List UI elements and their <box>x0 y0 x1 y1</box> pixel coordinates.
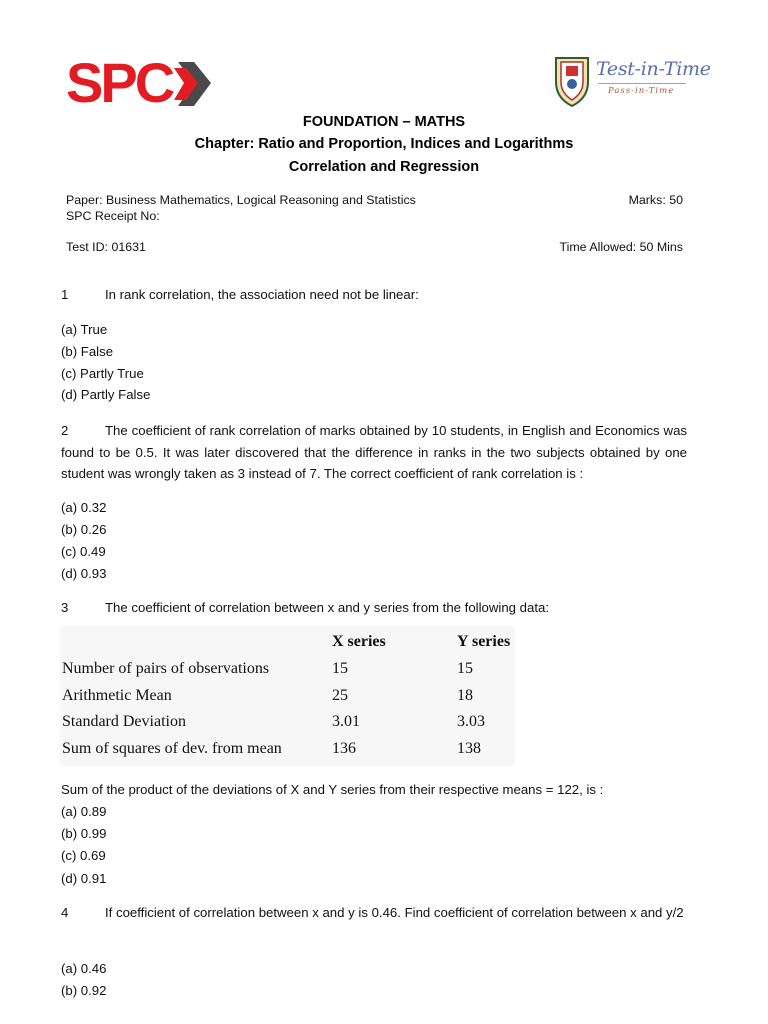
table-cell: 18 <box>457 687 473 704</box>
option-1d: (d) Partly False <box>61 387 151 402</box>
question-number: 4 <box>61 905 69 920</box>
option-2d: (d) 0.93 <box>61 566 107 581</box>
option-1b: (b) False <box>61 344 114 359</box>
table-cell: 138 <box>457 740 481 757</box>
option-4a: (a) 0.46 <box>61 961 107 976</box>
topic-title: Correlation and Regression <box>288 159 480 175</box>
table-row-label: Number of pairs of observations <box>62 660 270 677</box>
question-3-followup: Sum of the product of the deviations of X and Y series from their respective means = 122, is : <box>61 782 604 797</box>
table-cell: 15 <box>457 660 473 677</box>
option-3a: (a) 0.89 <box>61 804 107 819</box>
table-row-label: Sum of squares of dev. from mean <box>62 740 282 757</box>
option-1c: (c) Partly True <box>61 366 144 381</box>
question-1 <box>61 287 419 302</box>
table-cell: 136 <box>332 740 356 757</box>
question-3 <box>61 600 549 615</box>
option-3d: (d) 0.91 <box>61 871 107 886</box>
table-header-x: X series <box>332 633 386 650</box>
question-number: 1 <box>61 287 69 302</box>
table-cell: 25 <box>332 687 348 704</box>
paper-name: Paper: Business Mathematics, Logical Reasoning and Statistics <box>66 193 416 207</box>
svg-text:SPC: SPC <box>66 52 173 114</box>
data-table <box>60 626 515 766</box>
test-id: Test ID: 01631 <box>66 240 146 254</box>
table-row-label: Arithmetic Mean <box>62 687 172 704</box>
marks: Marks: 50 <box>628 193 683 207</box>
question-text: In rank correlation, the association need not be linear: <box>105 287 419 302</box>
option-3b: (b) 0.99 <box>61 826 107 841</box>
test-in-time-tagline: Pass-in-Time <box>608 86 675 96</box>
option-2b: (b) 0.26 <box>61 522 107 537</box>
logo-divider <box>598 83 686 84</box>
table-cell: 3.01 <box>332 713 360 730</box>
test-in-time-logo <box>552 52 711 110</box>
chapter-title: Chapter: Ratio and Proportion, Indices and Logarithms <box>194 136 574 152</box>
question-text: The coefficient of rank correlation of marks obtained by 10 students, in English and Economics was found to be 0.5. It was later discovered that the difference in ranks in the two subjects obtained by one student was wrongly taken as 3 instead of 7. The correct coefficient of rank correlation is : <box>61 423 687 482</box>
option-1a: (a) True <box>61 322 108 337</box>
test-in-time-text: Test-in-Time <box>596 58 711 80</box>
crest-icon <box>552 52 592 108</box>
time-allowed: Time Allowed: 50 Mins <box>559 240 683 254</box>
question-text: The coefficient of correlation between x and y series from the following data: <box>105 600 549 615</box>
option-2a: (a) 0.32 <box>61 500 107 515</box>
receipt-number: SPC Receipt No: <box>66 209 160 223</box>
table-header-y: Y series <box>457 633 511 650</box>
table-cell: 15 <box>332 660 348 677</box>
spc-logo <box>66 52 216 114</box>
question-number: 3 <box>61 600 69 615</box>
question-2 <box>61 420 687 485</box>
option-3c: (c) 0.69 <box>61 848 106 863</box>
option-4b: (b) 0.92 <box>61 983 107 998</box>
question-4 <box>61 902 687 924</box>
table-cell: 3.03 <box>457 713 485 730</box>
question-number: 2 <box>61 423 69 438</box>
table-row-label: Standard Deviation <box>62 713 186 730</box>
option-2c: (c) 0.49 <box>61 544 106 559</box>
question-text: If coefficient of correlation between x and y is 0.46. Find coefficient of correlation between x and y/2 <box>105 905 684 920</box>
page-title: FOUNDATION – MATHS <box>302 114 466 130</box>
